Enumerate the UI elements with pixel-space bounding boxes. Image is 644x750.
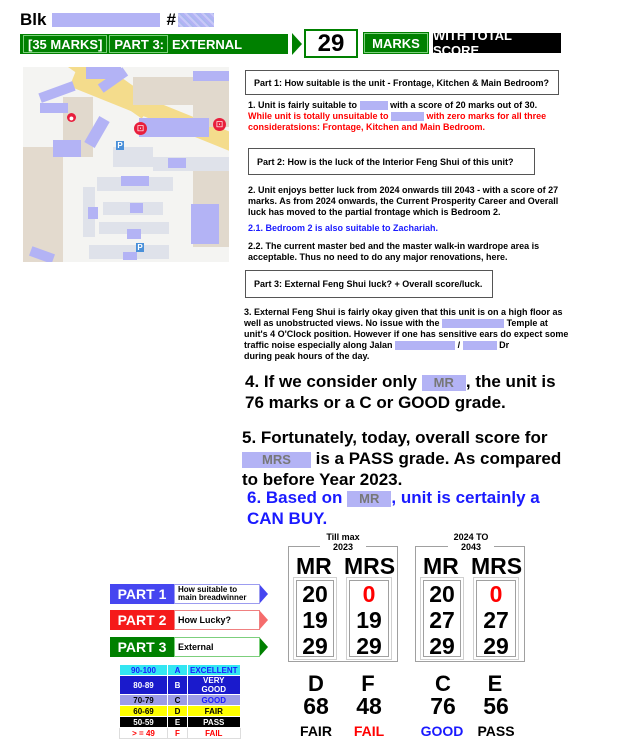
- blk-label: Blk: [20, 10, 47, 29]
- grade-label: FAIL: [188, 728, 241, 739]
- part1-warning-b: with zero marks for all three: [426, 111, 547, 121]
- part1-text-a: 1. Unit is fairly suitable to: [248, 100, 358, 110]
- score-part3: 29: [429, 633, 455, 659]
- scores-column: [349, 580, 389, 657]
- conclusion-5-text-b: is a PASS grade. As compared to before Year 2023.: [242, 449, 562, 489]
- redacted-road-name: [395, 341, 455, 350]
- marks-label: MARKS: [364, 33, 428, 53]
- redacted-temple-name: [442, 319, 504, 328]
- grade-label: VERY GOOD: [188, 676, 241, 695]
- conclusion-6-text-b: , unit is certainly a CAN BUY.: [247, 488, 540, 528]
- score-part2: 27: [483, 607, 509, 633]
- grade-word: FAIL: [353, 723, 385, 739]
- grade-letter: C: [168, 695, 188, 706]
- arrow-right-icon: [260, 585, 268, 603]
- period-line-1: 2024 TO: [453, 532, 489, 542]
- grade-row: [120, 676, 241, 695]
- grade-row: [120, 665, 241, 676]
- grade-range: 50-59: [120, 717, 168, 728]
- part2-question: Part 2: How is the luck of the Interior Feng Shui of this unit?: [248, 148, 535, 175]
- total-score: 48: [356, 693, 382, 719]
- grade-label: GOOD: [188, 695, 241, 706]
- grade-letter: D: [308, 671, 324, 696]
- grade-word: FAIR: [300, 723, 332, 739]
- part3-question: Part 3: External Feng Shui luck? + Overall score/luck.: [245, 270, 493, 298]
- redacted-name: [360, 101, 388, 110]
- grade-word: PASS: [477, 723, 515, 739]
- score-part2: 19: [302, 607, 328, 633]
- part-legend-3: [110, 637, 268, 657]
- grade-range: 80-89: [120, 676, 168, 695]
- grade-row: [120, 717, 241, 728]
- score-part1: 0: [362, 581, 376, 607]
- score-part3: 29: [356, 633, 382, 659]
- unit-address: [20, 10, 214, 30]
- total-score-label: WITH TOTAL SCORE: [433, 33, 561, 53]
- conclusion-4-text-a: 4. If we consider only: [245, 372, 417, 391]
- part-tag: PART 3: [110, 637, 174, 657]
- grade-range: > = 49: [120, 728, 168, 739]
- part-desc-line-1: How suitable to: [178, 585, 238, 594]
- grade-letter: D: [168, 706, 188, 717]
- part-name: EXTERNAL: [172, 36, 243, 52]
- grade-row: [120, 695, 241, 706]
- grade-label: PASS: [188, 717, 241, 728]
- redacted-pill-mrs: MRS: [242, 452, 311, 468]
- part-desc: How Lucky?: [174, 610, 260, 630]
- redacted-unit-number: [178, 13, 214, 27]
- grade-row: [120, 728, 241, 739]
- part-desc: [174, 584, 260, 604]
- part3-text-c: /: [457, 340, 461, 350]
- grade-range: 90-100: [120, 665, 168, 676]
- score-part2: 19: [356, 607, 382, 633]
- part1-paragraph: [248, 100, 568, 133]
- part2-1-paragraph: 2.1. Bedroom 2 is also suitable to Zachariah.: [248, 223, 439, 233]
- unit-prefix: #: [166, 10, 176, 29]
- period-label: [320, 532, 366, 552]
- score-part1: 20: [302, 581, 328, 607]
- period-line-2: 2043: [460, 542, 482, 552]
- grade-letter: E: [487, 671, 503, 696]
- grade-letter: C: [435, 671, 451, 696]
- part3-text-e: during peak hours of the day.: [244, 351, 370, 361]
- conclusion-5-text-a: 5. Fortunately, today, overall score for: [242, 428, 548, 447]
- grade-word: GOOD: [420, 723, 464, 739]
- part3-text-b: Temple at unit's 4 O'Clock position. However if one has sensitive ears do expect some traffic noise especially along Jalan: [244, 318, 569, 350]
- score-part3: 29: [302, 633, 328, 659]
- redacted-pill-mr: MR: [347, 491, 391, 507]
- conclusion-5: [242, 427, 567, 490]
- grade-letter: B: [168, 676, 188, 695]
- part3-text-a: 3. External Feng Shui is fairly okay given that this unit is on a high floor as well as unobstructed views. No issue with the: [244, 307, 563, 328]
- grade-letter: F: [168, 728, 188, 739]
- grade-label: FAIR: [188, 706, 241, 717]
- part-legend-2: [110, 610, 268, 630]
- scores-column: [296, 580, 334, 657]
- column-header-mrs: MRS: [471, 553, 523, 579]
- part-score: 29: [304, 29, 358, 58]
- column-header-mr: MR: [423, 553, 459, 579]
- scores-column: [476, 580, 516, 657]
- score-part1: 0: [489, 581, 503, 607]
- part-label: PART 3:: [109, 35, 168, 53]
- part3-paragraph: [244, 307, 569, 362]
- marks-badge: [35 MARKS]: [23, 35, 107, 53]
- part-tag: PART 2: [110, 610, 174, 630]
- part2-2-paragraph: 2.2. The current master bed and the master walk-in wardrope area is acceptable. Thus no need to do any major renovations, here.: [248, 241, 540, 262]
- score-part2: 27: [429, 607, 455, 633]
- conclusion-6-text-a: 6. Based on: [247, 488, 343, 507]
- score-part3: 29: [483, 633, 509, 659]
- total-score: 76: [430, 693, 456, 719]
- location-map: ● ⊡ ⊡ P P: [23, 67, 229, 262]
- column-header-mrs: MRS: [344, 553, 396, 579]
- part-tag: PART 1: [110, 584, 174, 604]
- grade-row: [120, 706, 241, 717]
- redacted-name: [391, 112, 424, 121]
- part-desc-line-2: main breadwinner: [178, 593, 247, 602]
- scores-column: [423, 580, 461, 657]
- grade-range: 70-79: [120, 695, 168, 706]
- grade-letter: E: [168, 717, 188, 728]
- grade-range: 60-69: [120, 706, 168, 717]
- part1-text-b: with a score of 20 marks out of 30.: [390, 100, 538, 110]
- part1-question: Part 1: How suitable is the unit - Frontage, Kitchen & Main Bedroom?: [245, 70, 559, 95]
- period-line-1: Till max: [326, 532, 360, 542]
- score-part1: 20: [429, 581, 455, 607]
- redacted-pill-mr: MR: [422, 375, 466, 391]
- redacted-road-name: [463, 341, 497, 350]
- part-desc: External: [174, 637, 260, 657]
- grade-letter: A: [168, 665, 188, 676]
- part-banner: [20, 34, 288, 54]
- grade-label: EXCELLENT: [188, 665, 241, 676]
- redacted-block-name: [52, 13, 160, 27]
- grade-letter: F: [361, 671, 375, 696]
- part1-warning-c: consideratsions: Frontage, Kitchen and Main Bedroom.: [248, 122, 486, 132]
- conclusion-6: [247, 487, 567, 529]
- period-line-2: 2023: [332, 542, 354, 552]
- total-score: 56: [483, 693, 509, 719]
- arrow-right-icon: [292, 33, 302, 55]
- part1-warning-a: While unit is totally unsuitable to: [248, 111, 389, 121]
- period-label: [448, 532, 494, 552]
- conclusion-4-text-b: , the unit is 76 marks or a C or GOOD grade.: [245, 372, 556, 412]
- arrow-right-icon: [260, 638, 268, 656]
- conclusion-4: [245, 371, 565, 413]
- part2-paragraph: 2. Unit enjoys better luck from 2024 onwards till 2043 - with a score of 27 marks. As from 2024 onwards, the Current Prosperity Career and Overall luck has moved to the partial frontage which is Bedroom 2.: [248, 185, 559, 217]
- part3-text-d: Dr: [499, 340, 510, 350]
- part-legend-1: [110, 584, 268, 604]
- total-score: 68: [303, 693, 329, 719]
- grade-scale-table: [119, 664, 241, 739]
- column-header-mr: MR: [296, 553, 332, 579]
- arrow-right-icon: [260, 611, 268, 629]
- part-header-bar: [20, 33, 302, 55]
